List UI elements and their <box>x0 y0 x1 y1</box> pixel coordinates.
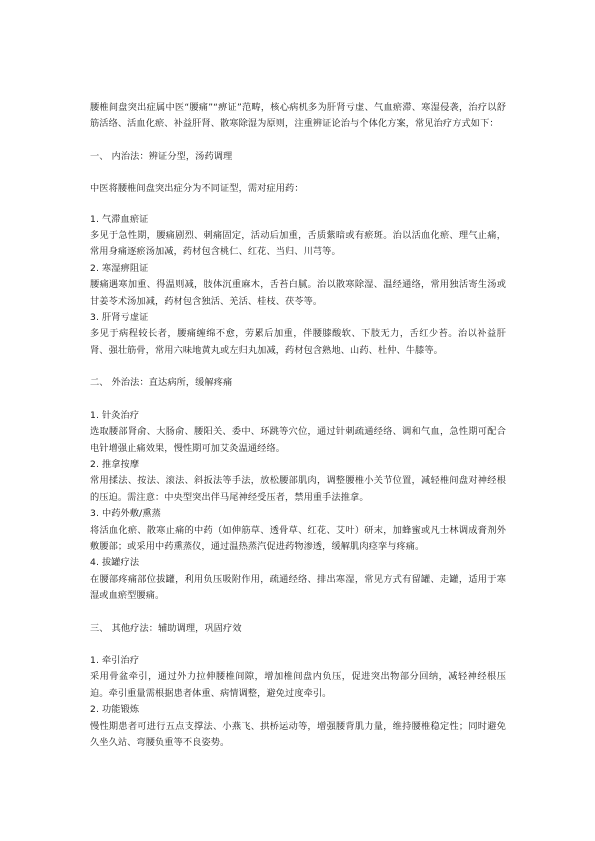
section-title-other: 三、 其他疗法：辅助调理，巩固疗效 <box>90 622 242 634</box>
item-title: 2. 推拿按摩 <box>90 458 140 470</box>
item-title: 2. 功能锻炼 <box>90 704 140 716</box>
item-body: 在腰部疼痛部位拔罐，利用负压吸附作用，疏通经络、排出寒湿，常见方式有留罐、走罐，适用于寒湿或血瘀型腰痛。 <box>90 573 506 602</box>
item-body: 选取腰部肾俞、大肠俞、腰阳关、委中、环跳等穴位，通过针刺疏通经络、调和气血，急性期可配合电针增强止痛效果，慢性期可加艾灸温通经络。 <box>90 426 506 454</box>
item-title: 2. 寒湿痹阻证 <box>90 262 149 274</box>
intro-paragraph: 腰椎间盘突出症属中医“腰痛”“痹证”范畴，核心病机多为肝肾亏虚、气血瘀滞、寒湿侵袭，治疗以舒筋活络、活血化瘀、补益肝肾、散寒除湿为原则，注重辨证论治与个体化方案，常见治疗方式如下： <box>90 102 506 130</box>
item-body: 采用骨盆牵引，通过外力拉伸腰椎间隙，增加椎间盘内负压，促进突出物部分回纳，减轻神经根压迫。牵引重量需根据患者体重、病情调整，避免过度牵引。 <box>90 671 506 699</box>
item-title: 3. 肝肾亏虚证 <box>90 312 149 324</box>
item-title: 1. 气滞血瘀证 <box>90 213 149 225</box>
item-title: 4. 拔罐疗法 <box>90 557 140 569</box>
item-body: 多见于病程较长者，腰痛缠绵不愈，劳累后加重，伴腰膝酸软、下肢无力，舌红少苔。治以补益肝肾、强壮筋骨，常用六味地黄丸或左归丸加减，药材包含熟地、山药、杜仲、牛膝等。 <box>90 328 506 356</box>
section-title-external: 二、 外治法：直达病所，缓解疼痛 <box>90 377 233 389</box>
item-body: 常用揉法、按法、滚法、斜扳法等手法，放松腰部肌肉，调整腰椎小关节位置，减轻椎间盘对神经根的压迫。需注意：中央型突出伴马尾神经受压者，禁用重手法推拿。 <box>90 475 506 503</box>
item-body: 多见于急性期，腰痛剧烈、刺痛固定，活动后加重，舌质紫暗或有瘀斑。治以活血化瘀、理气止痛，常用身痛逐瘀汤加减，药材包含桃仁、红花、当归、川芎等。 <box>90 230 506 258</box>
section-lead: 中医将腰椎间盘突出症分为不同证型，需对症用药： <box>90 183 304 195</box>
item-title: 1. 牵引治疗 <box>90 654 140 666</box>
section-title-internal: 一、 内治法：辨证分型，汤药调理 <box>90 150 233 162</box>
item-body: 将活血化瘀、散寒止痛的中药（如伸筋草、透骨草、红花、艾叶）研末，加蜂蜜或凡士林调成膏剂外敷腰部；或采用中药熏蒸仪，通过温热蒸汽促进药物渗透，缓解肌肉痉挛与疼痛。 <box>90 524 506 552</box>
item-body: 腰痛遇寒加重、得温则减，肢体沉重麻木，舌苔白腻。治以散寒除湿、温经通络，常用独活寄生汤或甘姜苓术汤加减，药材包含独活、羌活、桂枝、茯苓等。 <box>90 279 506 307</box>
document-page <box>90 100 506 751</box>
item-body: 慢性期患者可进行五点支撑法、小燕飞、拱桥运动等，增强腰背肌力量，维持腰椎稳定性；同时避免久坐久站、弯腰负重等不良姿势。 <box>90 720 506 748</box>
item-title: 1. 针灸治疗 <box>90 409 140 421</box>
item-title: 3. 中药外敷/熏蒸 <box>90 508 161 520</box>
